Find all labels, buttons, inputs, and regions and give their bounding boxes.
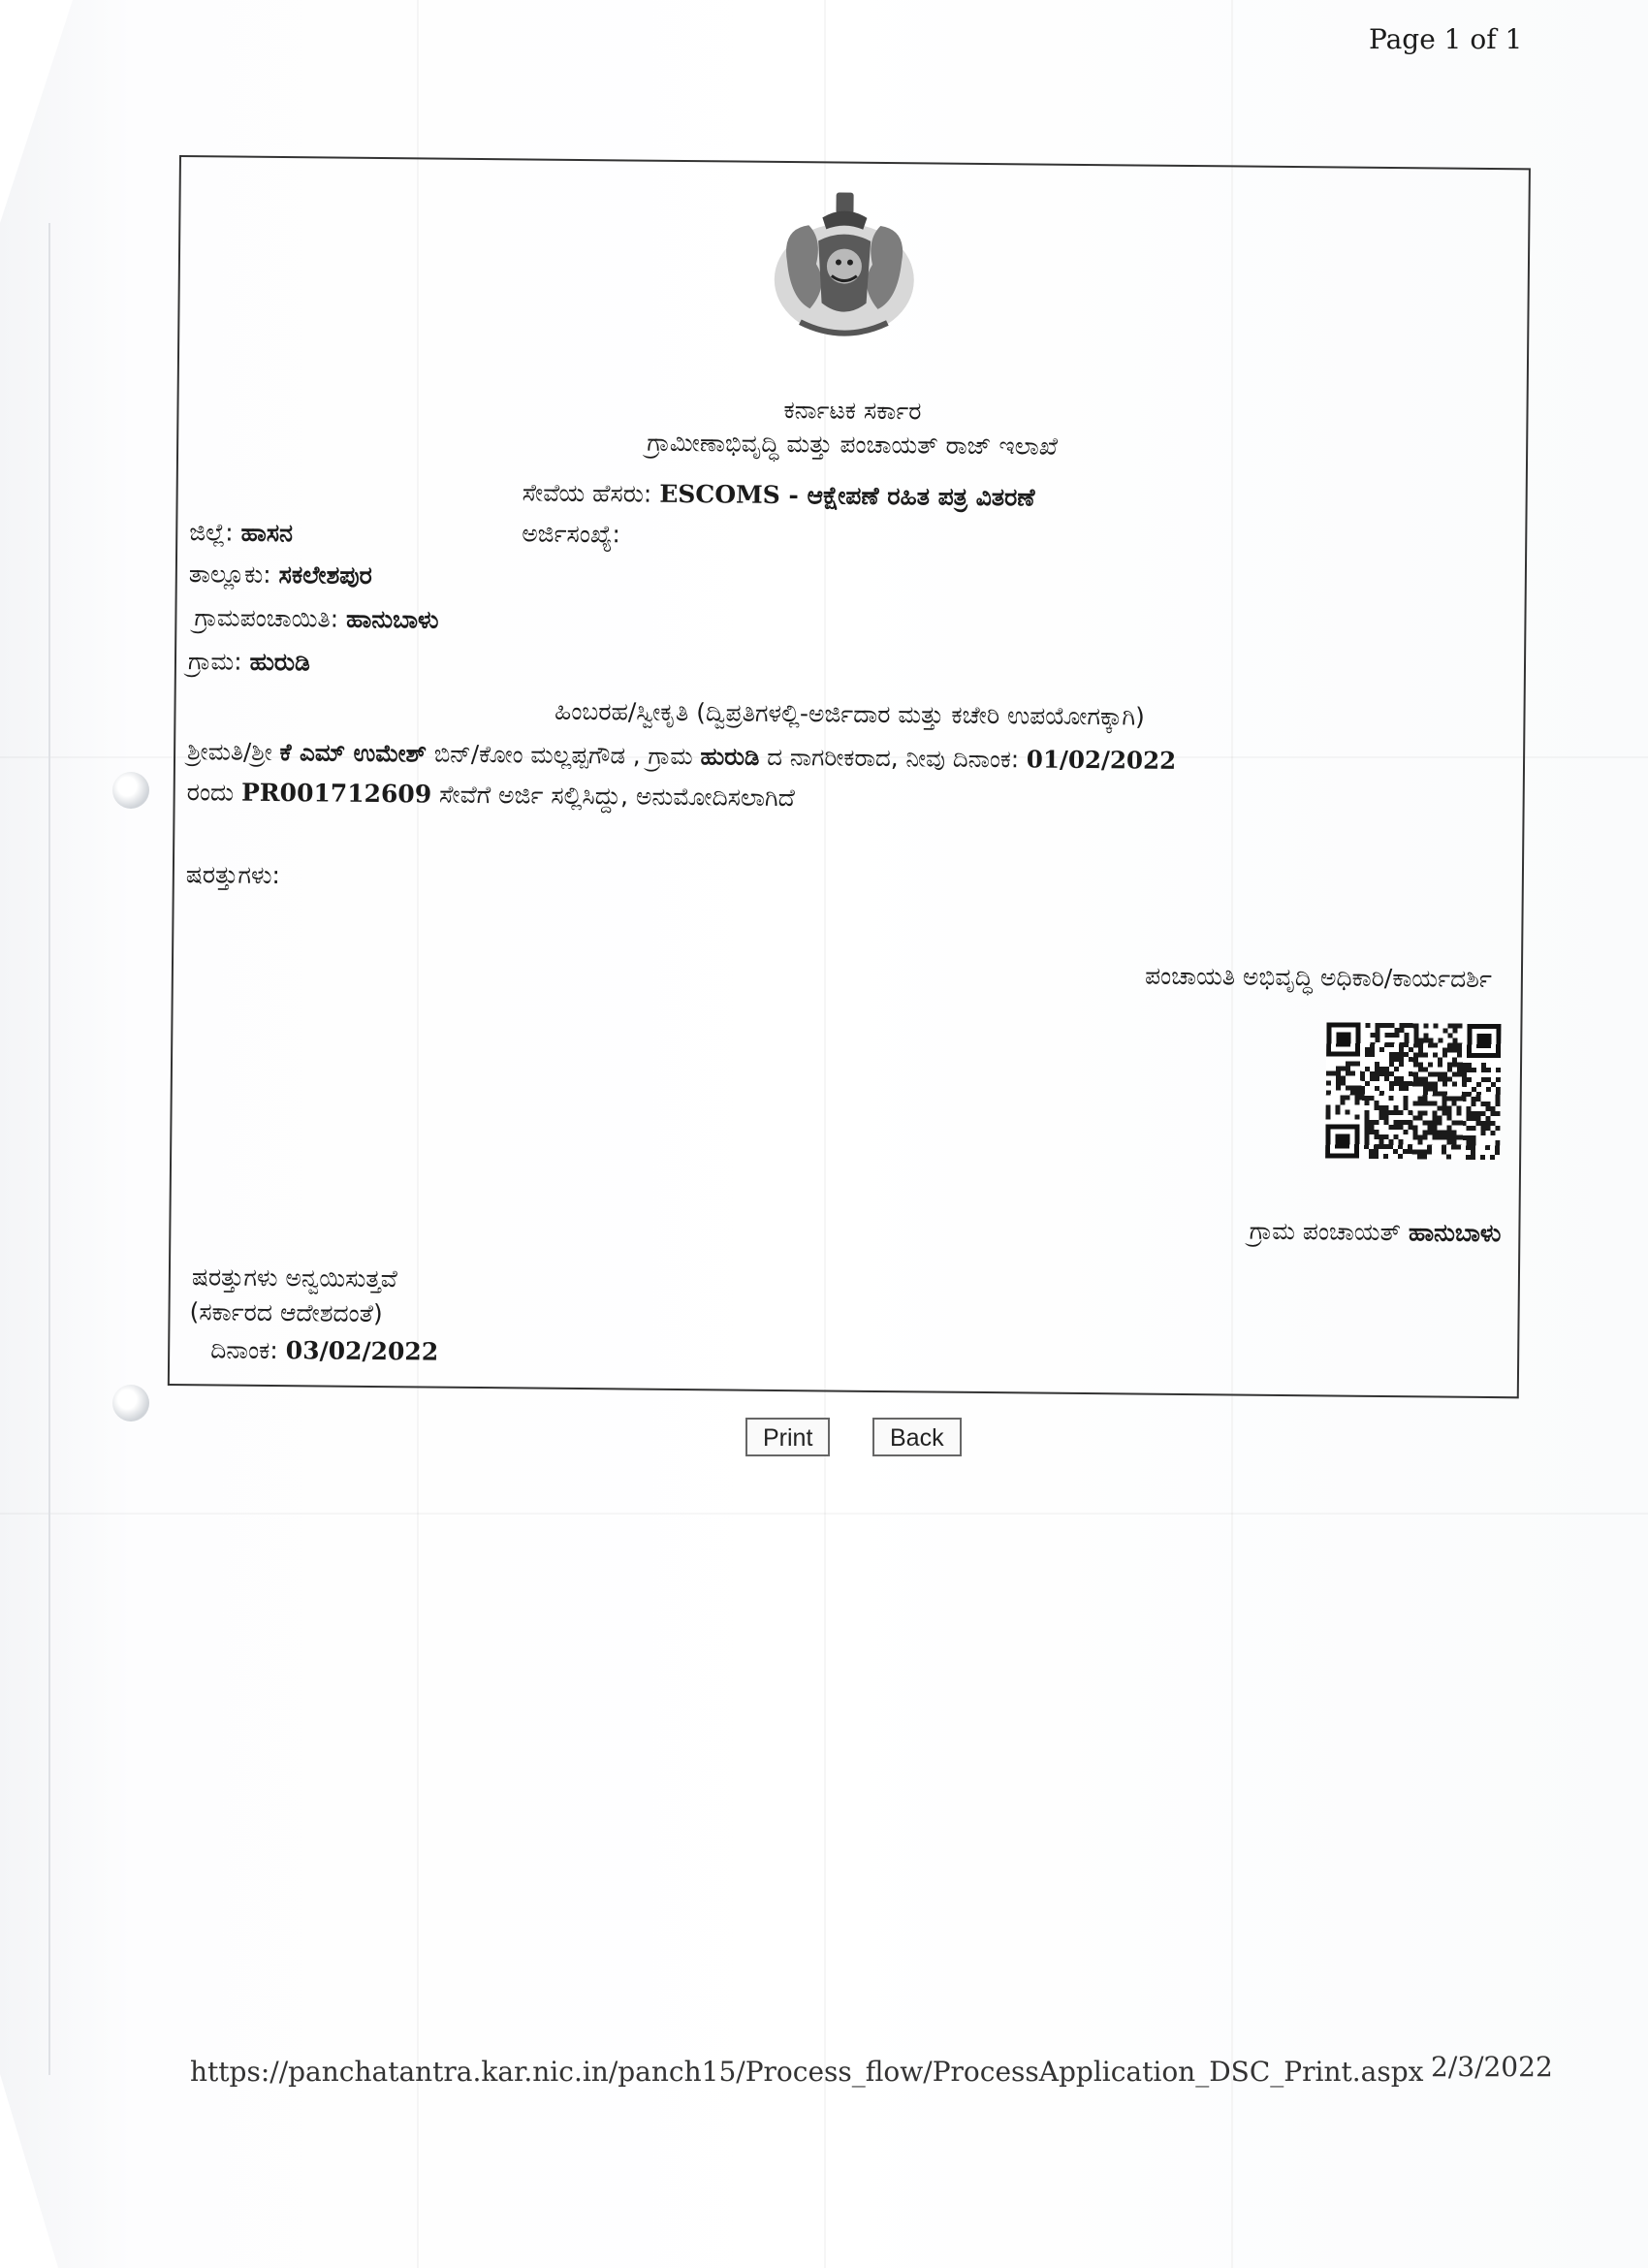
print-button[interactable]: Print [745, 1418, 830, 1456]
salutation: ಶ್ರೀಮತಿ/ಶ್ರೀ [186, 737, 272, 766]
fold-crease [0, 1513, 1648, 1515]
body-text-1: ದ ನಾಗರೀಕರಾದ, ನೀವು ದಿನಾಂಕ: [767, 742, 1020, 774]
body-village: ಹುರುಡಿ [700, 742, 760, 771]
conditions-label: ಷರತ್ತುಗಳು: [185, 860, 281, 890]
approval-line-2 [187, 778, 795, 813]
government-order-note: (ಸರ್ಕಾರದ ಆದೇಶದಂತೆ) [189, 1297, 383, 1328]
gram-panchayat-label: ಗ್ರಾಮಪಂಚಾಯಿತಿ: [194, 603, 339, 633]
issue-date: 03/02/2022 [285, 1336, 439, 1366]
village-value: ಹುರುಡಿ [249, 647, 310, 677]
relation-text: ಬಿನ್/ಕೋಂ ಮಲ್ಲಪ್ಪಗೌಡ , ಗ್ರಾಮ [433, 739, 693, 771]
signatory-designation: ಪಂಚಾಯತಿ ಅಭಿವೃದ್ಧಿ ಅಧಿಕಾರಿ/ಕಾರ್ಯದರ್ಶಿ [1144, 961, 1493, 994]
issue-date-label: ದಿನಾಂಕ: [210, 1335, 278, 1365]
service-line [523, 478, 1035, 512]
office-prefix: ಗ್ರಾಮ ಪಂಚಾಯತ್ [1249, 1216, 1402, 1247]
district-value: ಹಾಸನ [240, 518, 294, 548]
district-label: ಜಿಲ್ಲೆ: [189, 518, 234, 547]
taluk-value: ಸಕಲೇಶಪುರ [278, 560, 372, 590]
application-number-label: ಅರ್ಜಿಸಂಖ್ಯೆ: [522, 519, 621, 549]
conditions-apply: ಷರತ್ತುಗಳು ಅನ್ವಯಿಸುತ್ತವೆ [191, 1262, 397, 1294]
certificate-frame [168, 155, 1531, 1398]
approval-line-1 [187, 737, 1176, 775]
paper-corner [0, 0, 73, 223]
department-name: ಗ್ರಾಮೀಣಾಭಿವೃದ್ಧಿ ಮತ್ತು ಪಂಚಾಯತ್ ರಾಜ್ ಇಲಾಖೆ [647, 428, 1059, 461]
gram-panchayat-line [194, 603, 438, 634]
gram-panchayat-value: ಹಾನುಬಾಳು [345, 604, 439, 634]
punch-hole [112, 772, 149, 809]
reference-number: PR001712609 [240, 778, 432, 809]
applicant-name: ಕೆ ಎಮ್ ಉಮೇಶ್ [279, 738, 428, 768]
office-name: ಹಾನುಬಾಳು [1408, 1218, 1502, 1248]
office-line [1250, 1217, 1502, 1248]
issue-date-line [210, 1335, 438, 1366]
village-line [188, 647, 310, 677]
paper-corner [0, 2074, 58, 2268]
government-name: ಕರ್ನಾಟಕ ಸರ್ಕಾರ [783, 395, 922, 426]
back-button[interactable]: Back [872, 1418, 962, 1456]
body-text-2: ರಂದು [186, 778, 235, 807]
print-date: 2/3/2022 [1431, 2051, 1553, 2083]
acknowledgement-title: ಹಿಂಬರಹ/ಸ್ವೀಕೃತಿ (ದ್ವಿಪ್ರತಿಗಳಲ್ಲಿ-ಅರ್ಜಿದಾರ ಮತ್ತು ಕಚೇರಿ ಉಪಯೋಗಕ್ಕಾಗಿ) [555, 696, 1146, 731]
service-name: ESCOMS - ಆಕ್ಷೇಪಣೆ ರಹಿತ ಪತ್ರ ವಿತರಣೆ [659, 479, 1035, 512]
taluk-line [189, 559, 372, 591]
paper-edge [48, 223, 50, 2075]
karnataka-emblem-icon [761, 184, 928, 351]
page-number: Page 1 of 1 [1369, 23, 1523, 55]
print-url: https://panchatantra.kar.nic.in/panch15/Process_flow/ProcessApplication_DSC_Print.aspx [190, 2056, 1424, 2088]
district-line [189, 518, 293, 548]
body-text-3: ಸೇವೆಗೆ ಅರ್ಜಿ ಸಲ್ಲಿಸಿದ್ದು, ಅನುಮೋದಿಸಲಾಗಿದೆ [438, 780, 795, 813]
punch-hole [112, 1385, 149, 1421]
qr-code-icon [1325, 1021, 1501, 1161]
applied-date: 01/02/2022 [1026, 745, 1177, 775]
taluk-label: ತಾಲ್ಲೂಕು: [188, 559, 271, 589]
service-label: ಸೇವೆಯ ಹೆಸರು: [522, 478, 652, 508]
village-label: ಗ್ರಾಮ: [187, 647, 242, 676]
